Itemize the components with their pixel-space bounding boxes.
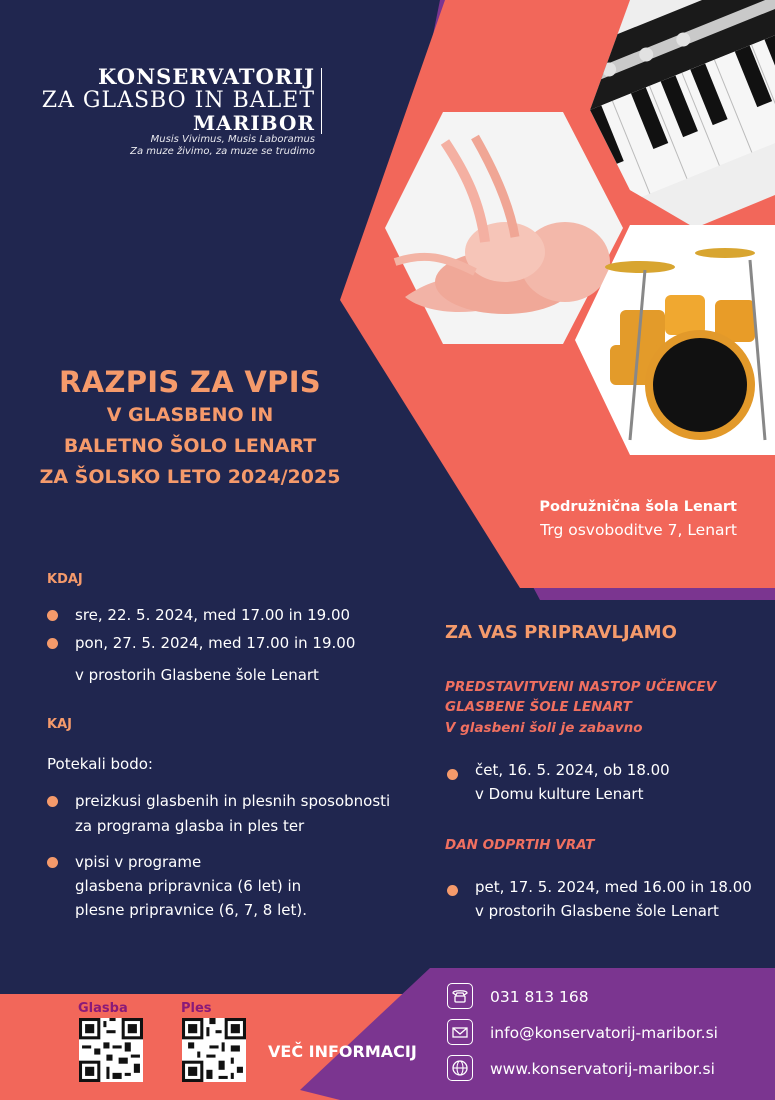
kdaj-heading: KDAJ (47, 572, 83, 587)
event2-title: DAN ODPRTIH VRAT (445, 837, 595, 853)
bullet-icon (447, 885, 458, 896)
logo-line-3: MARIBOR (193, 111, 315, 135)
bullet-icon (47, 610, 58, 621)
kdaj-date-2: pon, 27. 5. 2024, med 17.00 in 19.00 (75, 634, 356, 652)
kaj-item-1-line-2: za programa glasba in ples ter (75, 817, 305, 835)
bullet-icon (47, 638, 58, 649)
event1-place: v Domu kulture Lenart (475, 785, 644, 803)
subtitle-line-2: BALETNO ŠOLO LENART (63, 435, 317, 457)
branch-address: Trg osvoboditve 7, Lenart (540, 521, 737, 539)
kaj-item-2-line-2: glasbena pripravnica (6 let) in (75, 877, 302, 895)
prepare-heading: ZA VAS PRIPRAVLJAMO (445, 622, 677, 643)
kdaj-place: v prostorih Glasbene šole Lenart (75, 666, 319, 684)
drums-photo (575, 225, 775, 455)
logo-divider (321, 68, 322, 134)
qr-label-glasba: Glasba (78, 1001, 128, 1016)
kaj-intro: Potekali bodo: (47, 755, 153, 773)
phone-icon (447, 983, 473, 1009)
globe-icon (447, 1055, 473, 1081)
kdaj-date-1: sre, 22. 5. 2024, med 17.00 in 19.00 (75, 606, 351, 624)
email-icon (447, 1019, 473, 1045)
logo-line-1: KONSERVATORIJ (98, 64, 315, 89)
motto-latin: Musis Vivimus, Musis Laboramus (150, 134, 315, 145)
qr-label-ples: Ples (181, 1001, 212, 1016)
bullet-icon (47, 857, 58, 868)
kaj-item-2-line-3: plesne pripravnice (6, 7, 8 let). (75, 901, 307, 919)
phone-number[interactable]: 031 813 168 (490, 988, 589, 1006)
qr-code-ples[interactable] (182, 1018, 246, 1082)
page-title: RAZPIS ZA VPIS (59, 365, 321, 399)
branch-name: Podružnična šola Lenart (539, 499, 737, 515)
more-info-label: VEČ INFORMACIJ (268, 1042, 417, 1061)
event1-title-line-1: PREDSTAVITVENI NASTOP UČENCEV (445, 679, 717, 695)
logo-line-2: ZA GLASBO IN BALET (41, 88, 315, 113)
event1-title-line-3: V glasbeni šoli je zabavno (445, 720, 643, 736)
email-address[interactable]: info@konservatorij-maribor.si (490, 1024, 718, 1042)
qr-code-glasba[interactable] (79, 1018, 143, 1082)
website-link[interactable]: www.konservatorij-maribor.si (490, 1060, 715, 1078)
motto-slovene: Za muze živimo, za muze se trudimo (130, 146, 315, 157)
kaj-item-1-line-1: preizkusi glasbenih in plesnih sposobnosti (75, 792, 391, 810)
subtitle-line-1: V GLASBENO IN (106, 404, 274, 426)
kaj-heading: KAJ (47, 717, 72, 732)
bullet-icon (447, 769, 458, 780)
subtitle-line-3: ZA ŠOLSKO LETO 2024/2025 (39, 466, 341, 488)
kaj-item-2-line-1: vpisi v programe (75, 853, 202, 871)
event1-date: čet, 16. 5. 2024, ob 18.00 (475, 761, 670, 779)
subtitle (0, 400, 380, 493)
bullet-icon (47, 796, 58, 807)
event1-title-line-2: GLASBENE ŠOLE LENART (445, 699, 632, 715)
event2-place: v prostorih Glasbene šole Lenart (475, 902, 719, 920)
event2-date: pet, 17. 5. 2024, med 16.00 in 18.00 (475, 878, 752, 896)
